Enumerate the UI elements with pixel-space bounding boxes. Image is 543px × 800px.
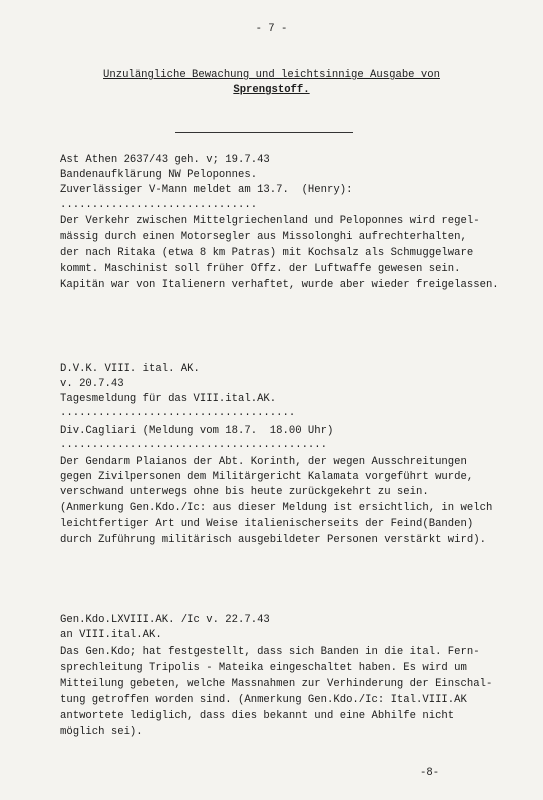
section3-line: Gen.Kdo.LXVIII.AK. /Ic v. 22.7.43	[60, 614, 270, 626]
section1-line: Ast Athen 2637/43 geh. v; 19.7.43	[60, 154, 270, 166]
section2-line: v. 20.7.43	[60, 378, 124, 390]
page-number: - 7 -	[255, 23, 288, 35]
section3-line: antwortete lediglich, dass dies bekannt und eine Abhilfe nicht	[60, 710, 455, 722]
section2-line: Tagesmeldung für das VIII.ital.AK.	[60, 393, 277, 405]
section2-line: .....................................	[60, 407, 296, 419]
section2-line: verschwand unterwegs ohne bis heute zurückgekehrt zu sein.	[60, 486, 429, 498]
section2-line: ..........................................	[60, 439, 328, 451]
section2-line: durch Zuführung militärisch ausgebildeter Personen verstärkt wird).	[60, 534, 486, 546]
section3-line: Das Gen.Kdo; hat festgestellt, dass sich Banden in die ital. Fern-	[60, 646, 480, 658]
next-page-marker: -8-	[420, 767, 440, 779]
section1-line: ...............................	[60, 199, 258, 211]
section2-line: gegen Zivilpersonen dem Militärgericht Kalamata vorgeführt wurde,	[60, 471, 474, 483]
section1-line: kommt. Maschinist soll früher Offz. der Luftwaffe gewesen sein.	[60, 263, 461, 275]
section1-line: Bandenaufklärung NW Peloponnes.	[60, 169, 258, 181]
section1-line: Zuverlässiger V-Mann meldet am 13.7. (Henry):	[60, 184, 353, 196]
section1-line: Kapitän war von Italienern verhaftet, wurde aber wieder freigelassen.	[60, 279, 499, 291]
section2-line: (Anmerkung Gen.Kdo./Ic: aus dieser Meldung ist ersichtlich, in welch	[60, 502, 493, 514]
section2-line: leichtfertiger Art und Weise italienischerseits der Feind(Banden)	[60, 518, 474, 530]
section3-line: sprechleitung Tripolis - Mateika eingeschaltet haben. Es wird um	[60, 662, 467, 674]
section2-line: Div.Cagliari (Meldung vom 18.7. 18.00 Uhr)	[60, 425, 334, 437]
section2-line: Der Gendarm Plaianos der Abt. Korinth, der wegen Ausschreitungen	[60, 456, 467, 468]
section3-line: möglich sei).	[60, 726, 143, 738]
separator-rule	[175, 132, 353, 133]
section1-line: mässig durch einen Motorsegler aus Missolonghi aufrechterhalten,	[60, 231, 467, 243]
section1-line: der nach Ritaka (etwa 8 km Patras) mit Kochsalz als Schmuggelware	[60, 247, 474, 259]
section3-line: tung getroffen worden sind. (Anmerkung Gen.Kdo./Ic: Ital.VIII.AK	[60, 694, 467, 706]
section1-line: Der Verkehr zwischen Mittelgriechenland und Peloponnes wird regel-	[60, 215, 480, 227]
section2-line: D.V.K. VIII. ital. AK.	[60, 363, 200, 375]
title-line-2: Sprengstoff.	[233, 84, 310, 96]
section3-line: Mitteilung gebeten, welche Massnahmen zur Verhinderung der Einschal-	[60, 678, 493, 690]
section3-line: an VIII.ital.AK.	[60, 629, 162, 641]
title-line-1: Unzulängliche Bewachung und leichtsinnige Ausgabe von	[103, 69, 440, 81]
